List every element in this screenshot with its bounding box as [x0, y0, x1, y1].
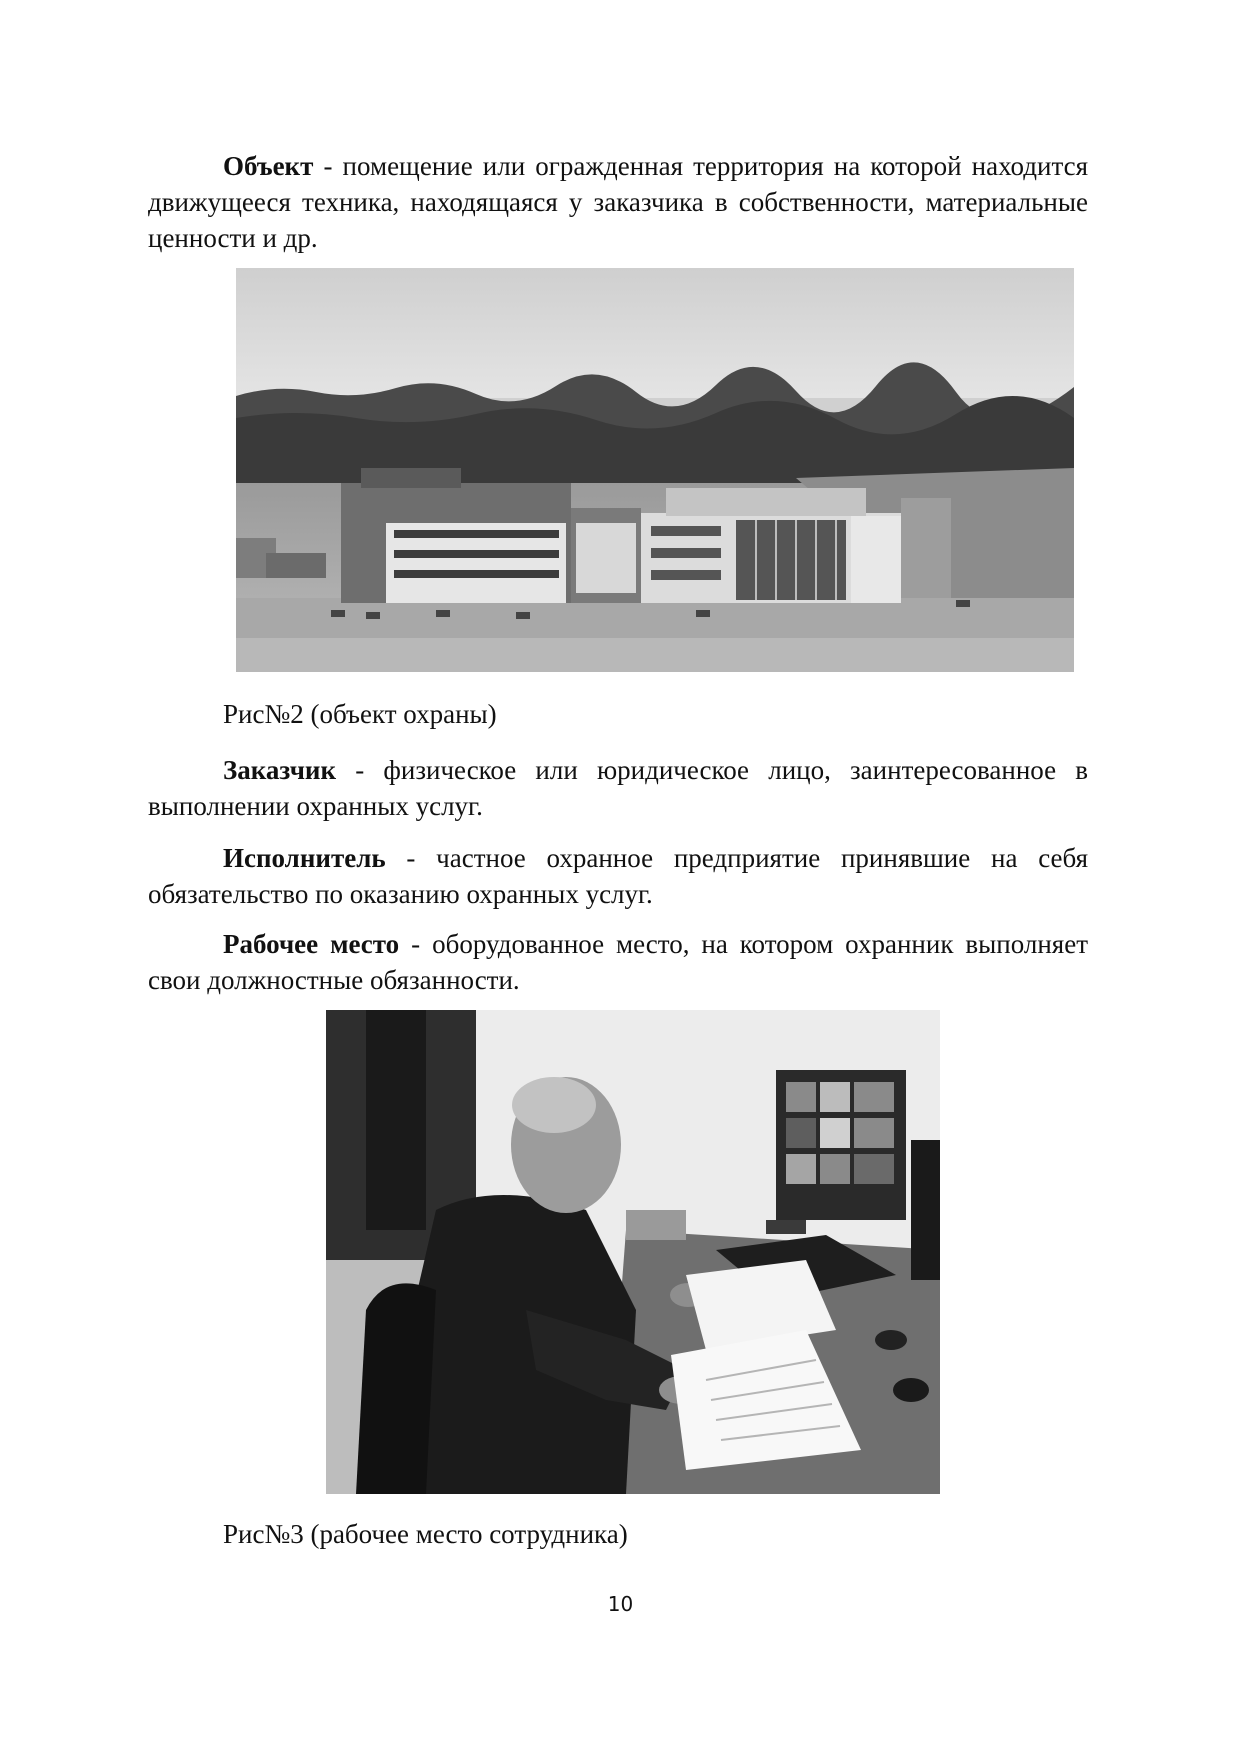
term-object: Объект — [223, 151, 314, 181]
term-executor: Исполнитель — [223, 843, 386, 873]
definition-executor: - частное охранное предприятие принявшие на себя обязательство по оказанию охранных услуг. — [148, 843, 1088, 909]
paragraph-customer — [148, 752, 1088, 824]
paragraph-object — [148, 148, 1088, 256]
definition-object: - помещение или огражденная территория на которой находится движущееся техника, находящаяся у заказчика в собственности, материальные ценности и др. — [148, 151, 1088, 253]
paragraph-workplace — [148, 926, 1088, 998]
figure-3-caption: Рис№3 (рабочее место сотрудника) — [223, 1519, 628, 1549]
definition-customer: - физическое или юридическое лицо, заинтересованное в выполнении охранных услуг. — [148, 755, 1088, 821]
term-customer: Заказчик — [223, 755, 337, 785]
figure-2-caption: Рис№2 (объект охраны) — [223, 699, 497, 729]
page-number: 10 — [607, 1592, 634, 1616]
figure-protected-object-photo — [236, 268, 1074, 672]
definition-workplace: - оборудованное место, на котором охранник выполняет свои должностные обязанности. — [148, 929, 1088, 995]
figure-workplace-photo — [326, 1010, 940, 1494]
paragraph-executor — [148, 840, 1088, 912]
term-workplace: Рабочее место — [223, 929, 400, 959]
